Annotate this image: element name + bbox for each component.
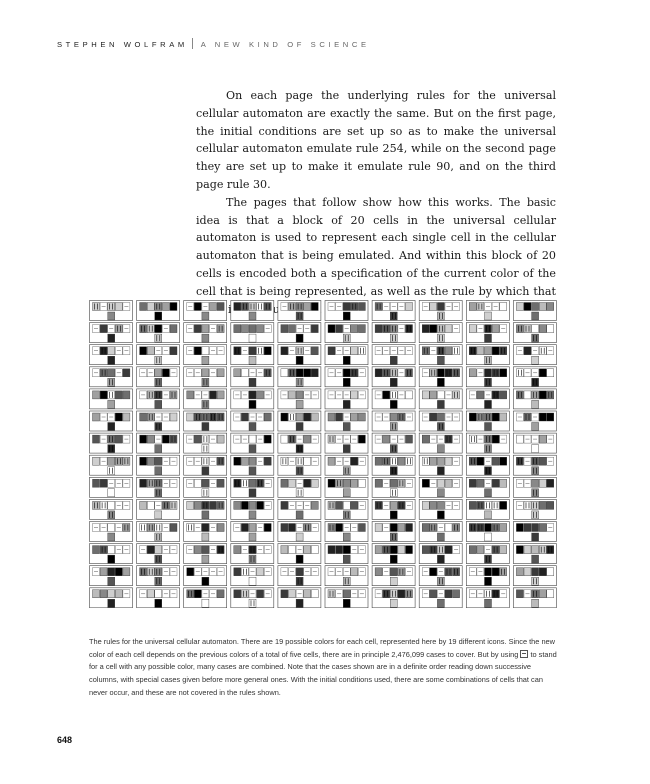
rule-case	[466, 455, 509, 475]
rule-case	[325, 499, 368, 519]
rule-case	[513, 522, 556, 542]
rule-case	[231, 499, 274, 519]
rule-case	[231, 477, 274, 497]
rule-case	[513, 433, 556, 453]
rule-case	[231, 301, 274, 321]
rule-case	[137, 411, 180, 431]
rule-case	[231, 323, 274, 343]
rule-case	[278, 433, 321, 453]
rule-case	[372, 411, 415, 431]
rule-case	[137, 367, 180, 387]
rule-case	[372, 389, 415, 409]
rule-case	[372, 544, 415, 564]
rule-case	[90, 389, 133, 409]
rule-case	[278, 477, 321, 497]
rule-case	[513, 411, 556, 431]
rule-case	[513, 389, 556, 409]
rule-case	[325, 566, 368, 586]
rule-case	[137, 477, 180, 497]
rule-case	[419, 411, 462, 431]
rule-case	[231, 345, 274, 365]
rule-case	[278, 411, 321, 431]
rules-grid	[89, 300, 557, 608]
rule-case	[325, 323, 368, 343]
rule-case	[231, 411, 274, 431]
rule-case	[325, 544, 368, 564]
rule-case	[90, 455, 133, 475]
body-paragraph-1: On each page the underlying rules for the universal cellular automaton are exactly the same. But on the first page, the initial conditions are set up so as to make the universal cellular automaton emulate rule 254, while on the second page they are set up to make it emulate rule 90, and on the third page rule 30.	[196, 89, 556, 191]
rule-case	[466, 389, 509, 409]
rule-case	[137, 566, 180, 586]
rule-case	[419, 544, 462, 564]
rule-case	[278, 389, 321, 409]
rule-case	[90, 301, 133, 321]
rule-case	[184, 499, 227, 519]
rule-case	[372, 455, 415, 475]
rule-case	[513, 345, 556, 365]
rule-case	[372, 433, 415, 453]
rule-case	[278, 499, 321, 519]
rule-case	[278, 544, 321, 564]
rule-case	[278, 301, 321, 321]
rule-case	[419, 367, 462, 387]
rule-case	[466, 499, 509, 519]
rule-case	[278, 345, 321, 365]
rule-case	[513, 477, 556, 497]
running-header	[57, 38, 370, 49]
rule-case	[137, 323, 180, 343]
rule-case	[184, 345, 227, 365]
rule-case	[90, 499, 133, 519]
body-text	[196, 87, 556, 318]
rule-case	[419, 522, 462, 542]
rule-case	[513, 367, 556, 387]
rule-case	[137, 301, 180, 321]
rule-case	[231, 433, 274, 453]
header-book-title: A NEW KIND OF SCIENCE	[200, 40, 370, 49]
rules-figure	[89, 300, 557, 608]
rule-case	[513, 323, 556, 343]
rule-case	[372, 367, 415, 387]
rule-case	[184, 455, 227, 475]
rule-case	[466, 345, 509, 365]
any-color-icon	[520, 650, 528, 658]
rule-case	[278, 522, 321, 542]
rule-case	[372, 522, 415, 542]
rule-case	[184, 522, 227, 542]
rule-case	[325, 477, 368, 497]
rule-case	[137, 499, 180, 519]
rule-case	[90, 477, 133, 497]
rule-case	[90, 345, 133, 365]
rule-case	[90, 566, 133, 586]
rule-case	[231, 389, 274, 409]
rule-case	[372, 345, 415, 365]
rule-case	[184, 477, 227, 497]
rule-case	[184, 411, 227, 431]
rule-case	[325, 345, 368, 365]
rule-case	[278, 323, 321, 343]
rule-case	[419, 455, 462, 475]
page-number: 648	[57, 735, 73, 745]
rule-case	[513, 499, 556, 519]
rule-case	[372, 477, 415, 497]
rule-case	[90, 588, 133, 608]
rule-case	[466, 566, 509, 586]
rule-case	[278, 566, 321, 586]
rule-case	[372, 566, 415, 586]
rule-case	[90, 433, 133, 453]
rule-case	[325, 389, 368, 409]
rule-case	[231, 367, 274, 387]
rule-case	[137, 455, 180, 475]
rule-case	[184, 367, 227, 387]
rule-case	[513, 455, 556, 475]
rule-case	[137, 522, 180, 542]
rule-case	[137, 389, 180, 409]
rule-case	[137, 588, 180, 608]
rule-case	[231, 566, 274, 586]
rule-case	[419, 588, 462, 608]
rule-case	[184, 301, 227, 321]
rule-case	[419, 323, 462, 343]
rule-case	[278, 367, 321, 387]
rule-case	[419, 566, 462, 586]
rule-case	[231, 522, 274, 542]
rule-case	[325, 522, 368, 542]
rule-case	[137, 544, 180, 564]
rule-case	[184, 323, 227, 343]
rule-case	[325, 301, 368, 321]
rule-case	[466, 433, 509, 453]
rule-case	[372, 301, 415, 321]
rule-case	[90, 323, 133, 343]
rule-case	[466, 522, 509, 542]
rule-case	[466, 301, 509, 321]
rule-case	[513, 301, 556, 321]
rule-case	[466, 411, 509, 431]
rule-case	[325, 433, 368, 453]
rule-case	[325, 367, 368, 387]
rule-case	[419, 301, 462, 321]
rule-case	[278, 588, 321, 608]
rule-case	[184, 566, 227, 586]
rule-case	[419, 477, 462, 497]
rule-case	[90, 522, 133, 542]
body-paragraph-2: The pages that follow show how this works. The basic idea is that a block of 20 cells in the universal cellular automaton is used to represent each single cell in the cellular automaton that is being emulated. And within this block of 20 cells is encoded both a specification of the current color of the cell that is being represented, as well as the rule by which that	[196, 195, 556, 298]
rule-case	[137, 345, 180, 365]
rule-case	[184, 389, 227, 409]
rule-case	[466, 323, 509, 343]
rule-case	[90, 544, 133, 564]
rule-case	[466, 367, 509, 387]
rule-case	[513, 544, 556, 564]
rule-case	[184, 588, 227, 608]
rule-case	[231, 455, 274, 475]
rule-case	[325, 588, 368, 608]
rule-case	[137, 433, 180, 453]
caption-part-2: to stand for a cell with any possible color, many cases are combined. Note that the cases shown are in a definite order reading down successive columns, with special cases given before more general ones. With the initial conditions used, there are some combinations of cells that can never occur, and these are not covered in the rules shown.	[89, 649, 557, 697]
rule-case	[231, 544, 274, 564]
rule-case	[466, 544, 509, 564]
rule-case	[372, 499, 415, 519]
rule-case	[184, 544, 227, 564]
rule-case	[513, 566, 556, 586]
header-author: STEPHEN WOLFRAM	[57, 40, 188, 49]
rule-case	[466, 477, 509, 497]
figure-caption	[89, 636, 557, 700]
rule-case	[513, 588, 556, 608]
rule-case	[325, 411, 368, 431]
caption-part-1: The rules for the universal cellular automaton. There are 19 possible colors for each cell, represented here by 19 different icons. Since the new color of each cell depends on the previous colors of a total of five cells, there are in principle 2,476,099 cases to cover. But by using	[89, 637, 556, 659]
rule-case	[419, 499, 462, 519]
rule-case	[278, 455, 321, 475]
rule-case	[419, 345, 462, 365]
rule-case	[231, 588, 274, 608]
rule-case	[325, 455, 368, 475]
rule-case	[466, 588, 509, 608]
rule-case	[419, 433, 462, 453]
rule-case	[184, 433, 227, 453]
rule-case	[419, 389, 462, 409]
rule-case	[90, 367, 133, 387]
rule-case	[90, 411, 133, 431]
header-divider	[192, 38, 193, 49]
rule-case	[372, 323, 415, 343]
rule-case	[372, 588, 415, 608]
